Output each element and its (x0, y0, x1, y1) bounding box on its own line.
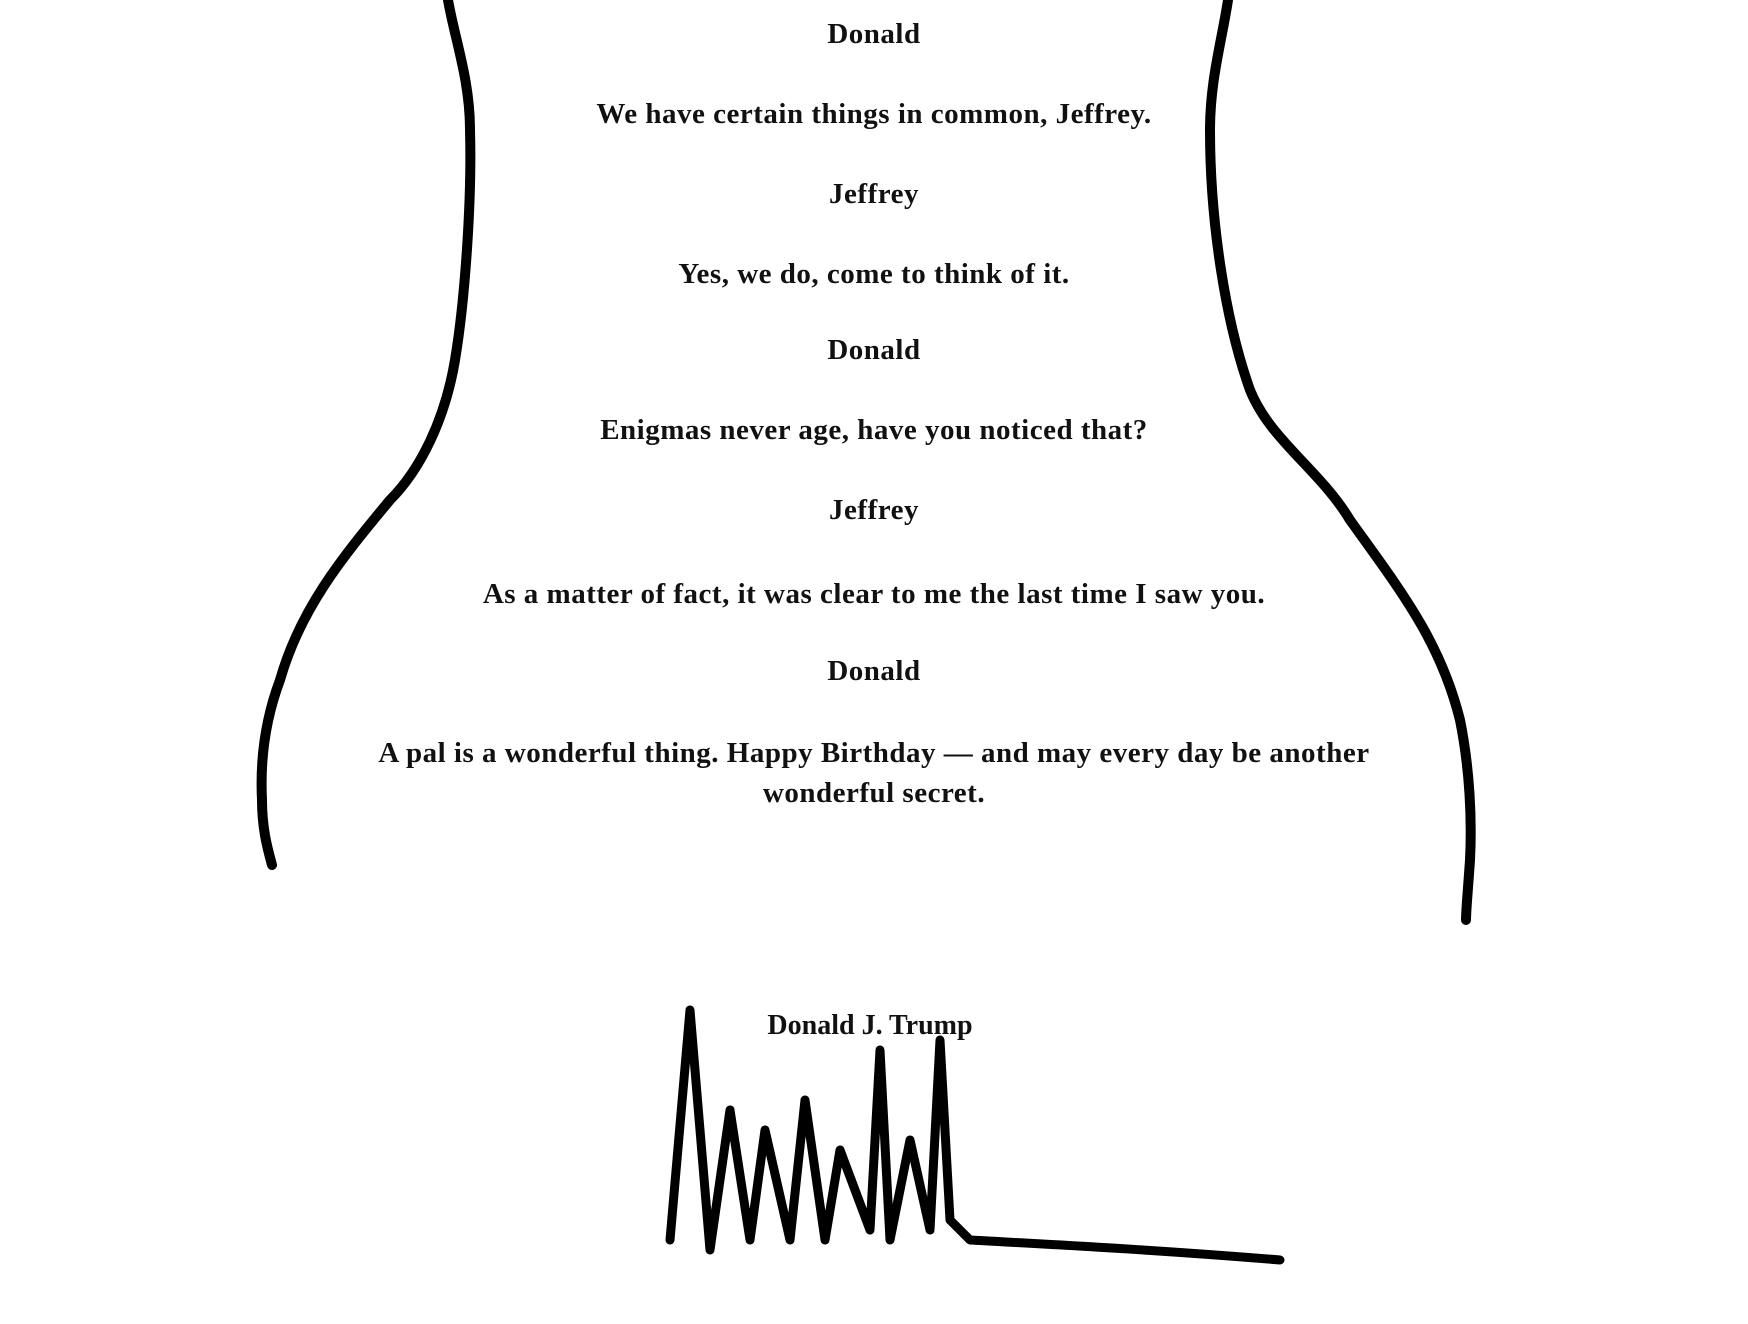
speaker-label: Jeffrey (829, 494, 919, 526)
dialogue-line: We have certain things in common, Jeffrey. (596, 98, 1152, 130)
speaker-label: Jeffrey (829, 178, 919, 210)
handwritten-signature (640, 990, 1300, 1310)
dialogue-line-continued: wonderful secret. (762, 777, 986, 809)
dialogue-line: As a matter of fact, it was clear to me the last time I saw you. (482, 578, 1266, 610)
dialogue-line: Yes, we do, come to think of it. (678, 258, 1070, 290)
dialogue-line: Enigmas never age, have you noticed that? (600, 414, 1148, 446)
printed-signature-name: Donald J. Trump (767, 1010, 973, 1041)
speaker-label: Donald (827, 18, 921, 50)
speaker-label: Donald (827, 655, 921, 687)
dialogue-line: A pal is a wonderful thing. Happy Birthday — and may every day be another (378, 737, 1370, 769)
speaker-label: Donald (827, 334, 921, 366)
